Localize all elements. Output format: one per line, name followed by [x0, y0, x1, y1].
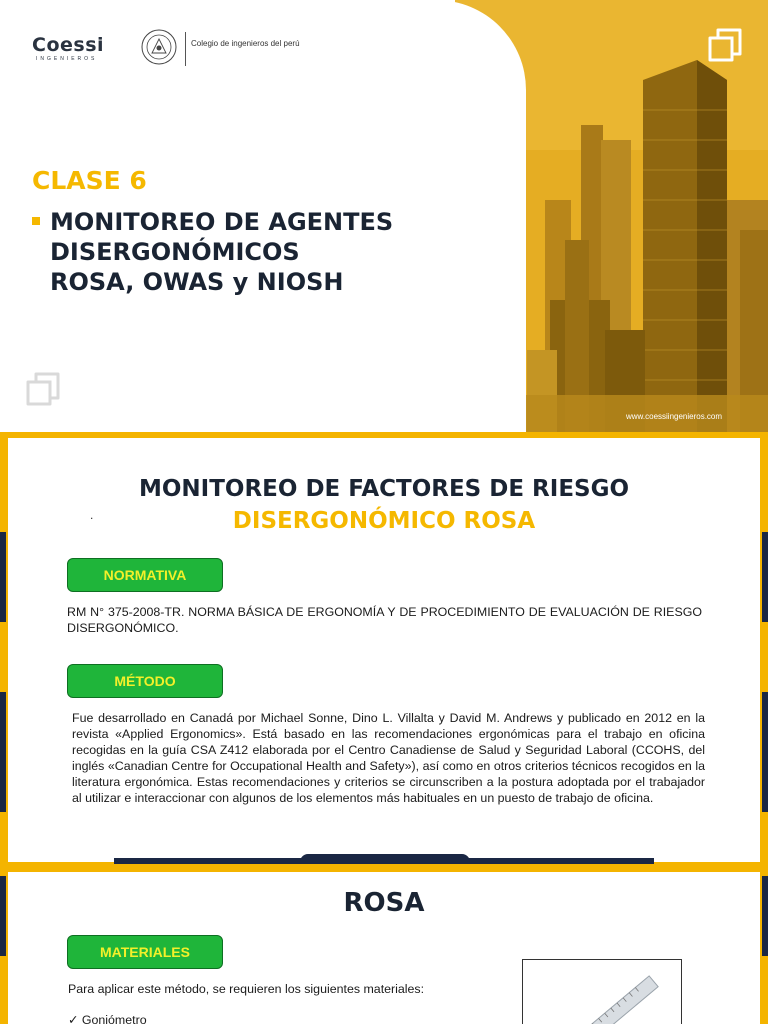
- cover-title-line: ROSA, OWAS y NIOSH: [50, 268, 344, 296]
- list-item-label: Goniómetro: [81, 1013, 147, 1024]
- normativa-badge: NORMATIVA: [67, 558, 223, 592]
- list-item: [68, 1012, 147, 1024]
- check-icon: ✓: [68, 1013, 79, 1024]
- cip-divider: [185, 32, 186, 66]
- materiales-badge: MATERIALES: [67, 935, 223, 969]
- slide-title: MONITOREO DE FACTORES DE RIESGO: [138, 476, 630, 502]
- normativa-slide: [0, 432, 768, 864]
- right-navy-tab: [762, 532, 768, 622]
- website-url: www.coessiingenieros.com: [626, 412, 723, 421]
- stray-dot: .: [90, 508, 94, 522]
- goniometer-icon: [523, 960, 681, 1024]
- normativa-text: RM N° 375-2008-TR. NORMA BÁSICA DE ERGONOMÍA Y DE PROCEDIMIENTO DE EVALUACIÓN DE RIESGO DISERGONÓMICO.: [67, 605, 702, 635]
- left-navy-tab: [0, 692, 6, 812]
- cover-title-line: MONITOREO DE AGENTES: [50, 208, 394, 236]
- coessi-logo-subtitle: INGENIEROS: [36, 56, 98, 62]
- brand-outline-icon: [704, 24, 746, 66]
- class-label: CLASE 6: [32, 166, 147, 195]
- slide-title: ROSA: [343, 888, 425, 918]
- coessi-logo: Coessi: [32, 34, 105, 56]
- bottom-navy-tab: [300, 854, 470, 864]
- metodo-text: Fue desarrollado en Canadá por Michael Sonne, Dino L. Villalta y David M. Andrews y publicado en 2012 en la revista «Applied Ergonomics». Está basado en las recomendaciones ergonómicas para el trabajo en oficina recogidas en la guía CSA Z412 elaborada por el Centro Canadiense de Salud y Seguridad Laboral (CCOHS, del inglés «Canadian Centre for Occupational Health and Safety»), así como en otros criterios técnicos recogidos en la literatura ergonómica. Estas recomendaciones y criterios se circunscriben a la postura adoptada por el trabajador al utilizar e interaccionar con algunos de los elementos más habituales en un puesto de trabajo de oficina.: [72, 711, 705, 805]
- metodo-badge: MÉTODO: [67, 664, 223, 698]
- cover-slide: [0, 0, 768, 432]
- brand-watermark-icon: [22, 368, 64, 410]
- slide-subtitle: DISERGONÓMICO ROSA: [232, 508, 536, 534]
- materials-intro: Para aplicar este método, se requieren los siguientes materiales:: [68, 982, 425, 996]
- cover-title-line: DISERGONÓMICOS: [50, 238, 300, 266]
- goniometer-image: [522, 959, 682, 1024]
- title-bullet: [32, 217, 40, 225]
- rosa-slide: [0, 866, 768, 1024]
- left-navy-tab: [0, 532, 6, 622]
- cip-seal-icon: [141, 29, 177, 65]
- cip-name: Colegio de ingenieros del perú: [191, 39, 300, 48]
- right-navy-tab: [762, 692, 768, 812]
- cover-title: [50, 207, 470, 297]
